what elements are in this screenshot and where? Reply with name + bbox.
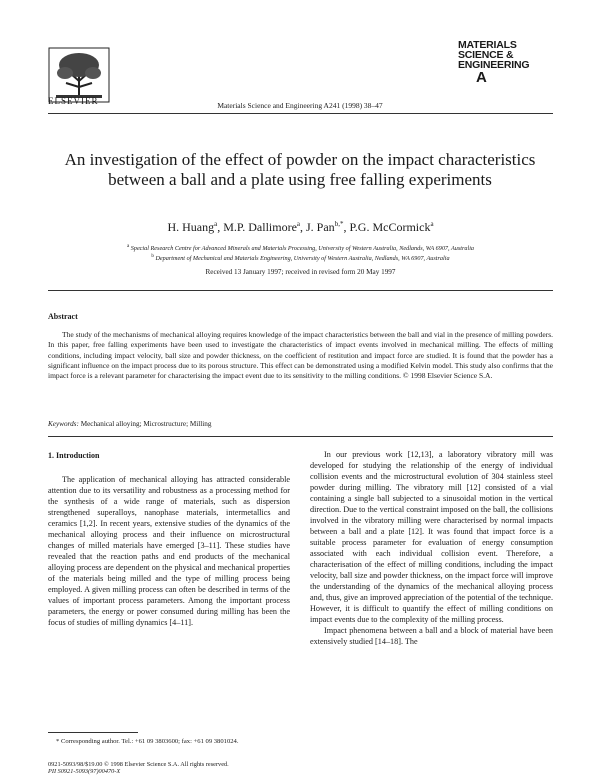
footnote: * Corresponding author. Tel.: +61 09 3803600; fax: +61 09 3801024. xyxy=(56,738,239,745)
received-dates: Received 13 January 1997; received in revised form 20 May 1997 xyxy=(205,268,396,276)
affil-text: Special Research Centre for Advanced Minerals and Materials Processing, University of Western Australia, Nedlands, WA 6907, Australia xyxy=(130,245,475,253)
abstract-heading: Abstract xyxy=(48,312,78,321)
journal-logo xyxy=(458,40,550,85)
affiliation xyxy=(48,244,553,252)
publisher-name: ELSEVIER xyxy=(48,96,99,106)
author-affil-mark: b,* xyxy=(334,220,344,228)
author-affil-mark: a xyxy=(214,220,218,228)
abstract-text: The study of the mechanisms of mechanical alloying requires knowledge of the impact characteristics between the ball and vial in the presence of milling powders. In this paper, free falling experiments have been used to investigate the characteristics of impact events involved in mechanical milling. The effects of milling conditions, including impact velocity, ball size and powder thickness, on the coefficient of restitution and impact force are studied. It is found that the powder has a significant influence on the impact process due to its porous structure. This effect can be demonstrated using a modified Kelvin model. This study also confirms that the impact force is a relevant parameter for characterising the impact event due to its sensitivity to the milling conditions. © 1998 Elsevier Science S.A. xyxy=(48,330,553,381)
keywords xyxy=(48,420,211,428)
author-name: J. Pan xyxy=(306,220,335,234)
body-paragraph: Impact phenomena between a ball and a block of material have been extensively studied [14–18]. The xyxy=(310,626,553,646)
journal-logo-line: MATERIALS xyxy=(458,39,517,51)
affil-text: Department of Mechanical and Materials Engineering, University of Western Australia, Nedlands, WA 6907, Australia xyxy=(155,255,450,263)
author-affil-mark: a xyxy=(296,220,301,228)
title-divider xyxy=(48,290,553,291)
author-name: M.P. Dallimore xyxy=(223,220,297,234)
keywords-list: Mechanical alloying; Microstructure; Milling xyxy=(80,420,212,428)
author-name: P.G. McCormick xyxy=(349,220,431,234)
journal-logo-line: ENGINEERING xyxy=(458,59,530,71)
journal-citation: Materials Science and Engineering A241 (1998) 38–47 xyxy=(217,101,383,110)
header-divider xyxy=(48,113,553,114)
journal-logo-line: SCIENCE & xyxy=(458,49,514,61)
keywords-label: Keywords: xyxy=(48,420,79,428)
author-affil-mark: a xyxy=(430,220,434,228)
footnote-divider xyxy=(48,732,138,733)
author-name: H. Huang xyxy=(167,220,215,234)
affil-mark: b xyxy=(151,254,154,259)
abstract-divider xyxy=(48,436,553,437)
issn-line: 0921-5093/98/$19.00 © 1998 Elsevier Science S.A. All rights reserved. xyxy=(48,761,229,768)
paper-title: An investigation of the effect of powder on the impact characteristics between a ball and a plate using free falling experiments xyxy=(64,150,536,189)
journal-logo-section: A xyxy=(476,69,487,86)
right-column xyxy=(310,449,553,647)
author-list: H. Huang$^a$, M.P. Dallimore$^a$, J. Pan$^{b,*}$, P.G. McCormick$^a$ xyxy=(167,220,434,234)
body-paragraph: The application of mechanical alloying has attracted considerable attention due to its versatility and robustness as a processing method for the synthesis of a wide range of materials, such as dispersion strengthened superalloys, nanophase materials, intermetallics and ceramics [1,2]. In recent years, extensive studies of the dynamics of the mechanical alloying process and their influence on microstructural changes of milled materials have emerged [3–11]. These studies have revealed that the reaction paths and end products of the mechanical alloying process are dependent on the physical and mechanical properties of the materials being milled and the type of milling process being employed. A given milling process can often be described in terms of the values of important process parameters. Among the important process parameters, the energy or power consumed during milling has been the focus of studies of milling dynamics [4–11]. xyxy=(48,475,290,627)
affil-mark: a xyxy=(126,244,130,249)
body-paragraph: In our previous work [12,13], a laboratory vibratory mill was developed for studying the relationship of the energy of individual collision events and the microstructural evolution of 304 stainless steel powder during milling. The vibratory mill [12] consisted of a vial containing a single ball subjected to a sinusoidal motion in the vertical direction. Due to the vertical constraint imposed on the ball, the collisions involved in the vibratory milling were characterised by normal impacts between a ball and a plate [12]. It was found that impact force is a suitable process parameter for evaluation of energy consumption associated with each individual collision event. Therefore, a characterisation of the effect of milling conditions, including the impact velocity, ball size and powder thickness, on the impact force will improve the understanding of the dynamics of the mechanical alloying process and, thus, give an improved appreciation of the potential of the technique. However, it is difficult to quantify the effect of milling conditions on impact events due to the complexity of the milling process. xyxy=(310,450,553,624)
section-heading: 1. Introduction xyxy=(48,451,100,460)
affiliation xyxy=(48,254,553,262)
pii-line: PII S0921-5093(97)00470-X xyxy=(48,768,121,775)
